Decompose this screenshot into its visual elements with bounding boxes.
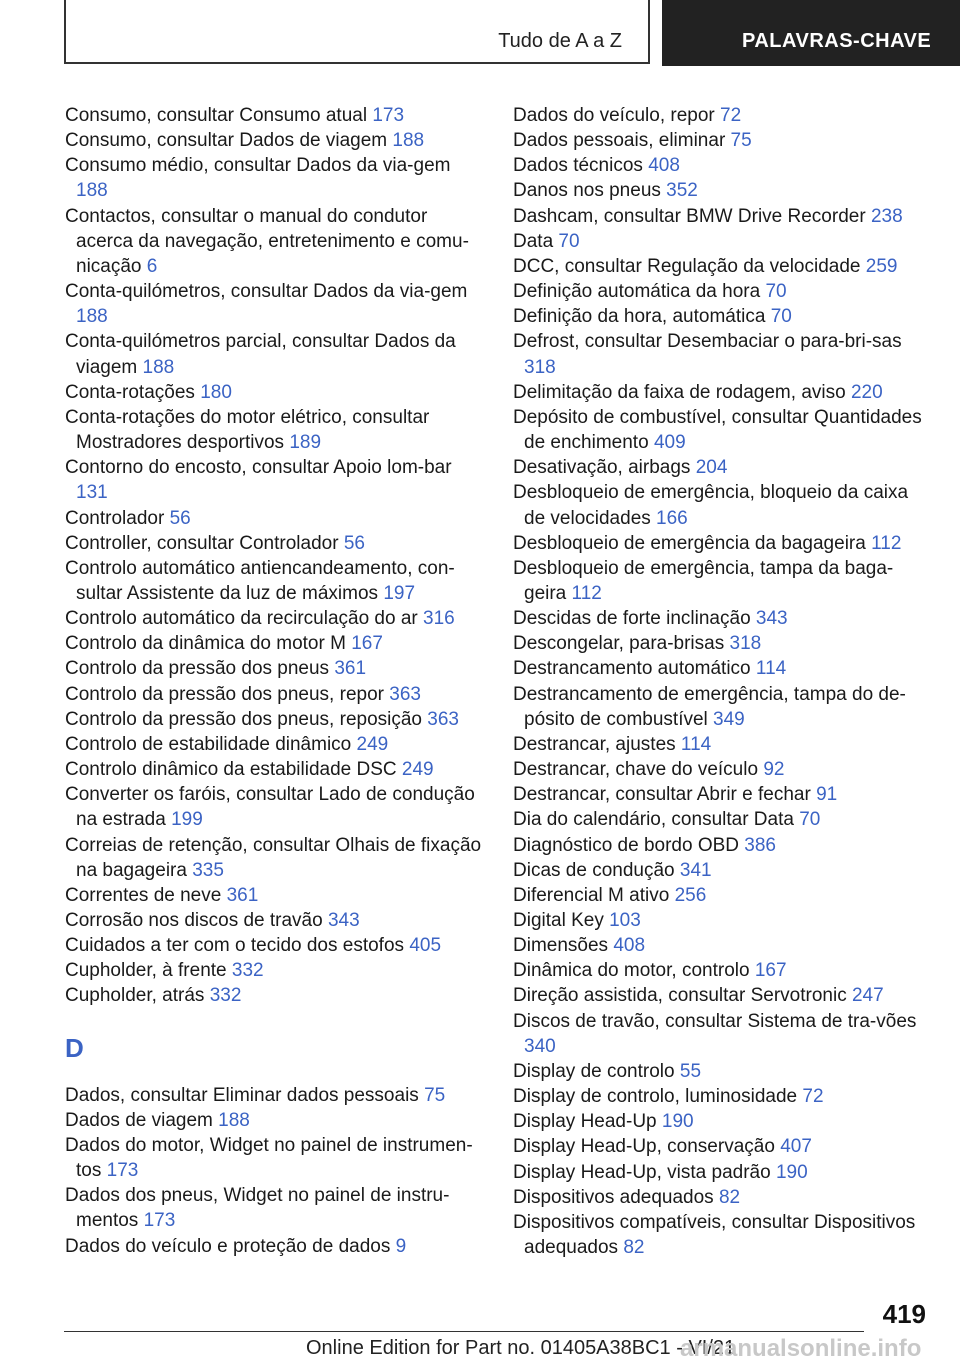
index-entry <box>513 229 933 254</box>
index-entry-page-link[interactable]: 173 <box>372 105 405 126</box>
index-entry-page-link[interactable]: 70 <box>765 281 787 303</box>
index-entry <box>513 153 933 178</box>
index-entry-text: Data <box>513 230 554 252</box>
index-entry <box>65 1183 485 1233</box>
index-entry-page-link[interactable]: 173 <box>143 1210 176 1232</box>
index-entry-text: Discos de travão, consultar Sistema de tra-vões <box>513 1010 917 1032</box>
index-entry-text: Dados dos pneus, Widget no painel de instru-mentos <box>65 1185 450 1232</box>
index-entry-text: Cuidados a ter com o tecido dos estofos <box>65 935 405 957</box>
index-entry-text: Dashcam, consultar BMW Drive Recorder <box>513 205 866 227</box>
index-column-right <box>513 103 933 1260</box>
index-entry-text: Contorno do encosto, consultar Apoio lom-bar <box>65 457 452 479</box>
index-entry-text: Controlador <box>65 507 165 529</box>
index-entry-text: Dados do veículo, repor <box>513 105 715 126</box>
index-entry-text: Diagnóstico de bordo OBD <box>513 834 740 856</box>
index-entry <box>513 128 933 153</box>
index-entry-page-link[interactable]: 190 <box>775 1161 808 1183</box>
index-entry-text: Controlo da pressão dos pneus, reposição <box>65 708 423 730</box>
header-section-title: Tudo de A a Z <box>498 30 622 52</box>
index-entry-page-link[interactable]: 341 <box>679 859 712 881</box>
index-entry <box>65 1133 485 1183</box>
index-entry <box>513 908 933 933</box>
index-entry-text: Conta-quilómetros, consultar Dados da via-gem <box>65 281 468 303</box>
index-column-left <box>65 103 485 1259</box>
index-entry-page-link[interactable]: 92 <box>763 759 785 781</box>
index-entry <box>513 304 933 329</box>
index-entry <box>65 1108 485 1133</box>
index-entry <box>65 1234 485 1259</box>
index-entry-text: Controlo da dinâmica do motor M <box>65 633 346 655</box>
index-entry-text: Controlo automático da recirculação do ar <box>65 608 418 630</box>
index-entry-text: Destrancamento automático <box>513 658 751 680</box>
index-entry-page-link[interactable]: 75 <box>424 1084 446 1106</box>
index-entry-page-link[interactable]: 82 <box>718 1186 741 1208</box>
section-letter-d: D <box>65 1032 84 1063</box>
index-entry-page-link[interactable]: 114 <box>755 658 787 680</box>
index-entry-text: Direção assistida, consultar Servotronic <box>513 985 847 1007</box>
index-entry-text: Converter os faróis, consultar Lado de condução na estrada <box>65 784 475 831</box>
index-entry-page-link[interactable]: 82 <box>623 1237 645 1259</box>
index-entry <box>513 757 933 782</box>
index-entry <box>513 682 933 732</box>
index-entry <box>65 279 485 329</box>
index-entry-text: Danos nos pneus <box>513 180 661 202</box>
index-entry <box>513 103 933 128</box>
index-entry-page-link[interactable]: 91 <box>816 784 838 806</box>
index-entry <box>65 405 485 455</box>
index-entry <box>65 682 485 707</box>
index-entry <box>513 933 933 958</box>
index-entry-page-link[interactable]: 409 <box>653 432 686 454</box>
index-entry-text: Correias de retenção, consultar Olhais de fixação na bagageira <box>65 834 482 881</box>
index-entry <box>513 1109 933 1134</box>
index-entry-page-link[interactable]: 114 <box>680 733 712 755</box>
index-entry <box>513 1009 933 1059</box>
index-entry-page-link[interactable]: 189 <box>289 432 322 454</box>
index-entry <box>513 1210 933 1260</box>
index-entry-page-link[interactable]: 259 <box>865 255 898 277</box>
index-entry <box>65 908 485 933</box>
index-entry-text: Dados de viagem <box>65 1109 213 1131</box>
index-entry <box>65 128 485 153</box>
index-entry-text: Destrancar, chave do veículo <box>513 759 759 781</box>
index-entry-text: Dados do motor, Widget no painel de instrumen-tos <box>65 1134 473 1182</box>
index-entry <box>513 656 933 681</box>
index-entry-page-link[interactable]: 204 <box>695 457 728 479</box>
index-entry-page-link[interactable]: 249 <box>356 733 389 755</box>
index-entry <box>65 153 485 203</box>
index-entry-page-link[interactable]: 247 <box>851 985 884 1007</box>
index-entry-text: Consumo médio, consultar Dados da via-gem <box>65 155 451 177</box>
index-entry-text: Corrosão nos discos de travão <box>65 910 323 931</box>
index-entry-page-link[interactable]: 70 <box>558 230 580 252</box>
index-entry <box>65 833 485 883</box>
index-entry-page-link[interactable]: 188 <box>142 356 175 378</box>
index-entry-page-link[interactable]: 166 <box>656 507 688 529</box>
index-entry-text: Definição da hora, automática <box>513 306 766 328</box>
index-entry-page-link[interactable]: 361 <box>334 658 367 680</box>
index-entry <box>513 883 933 908</box>
index-entry-text: Display Head-Up, vista padrão <box>513 1161 771 1183</box>
index-entry <box>65 933 485 958</box>
index-entry-page-link[interactable]: 238 <box>870 205 903 227</box>
footer-watermark: armanualsonline.info <box>680 1335 922 1362</box>
header-tab-label: PALAVRAS-CHAVE <box>742 30 932 52</box>
index-entry-page-link[interactable]: 72 <box>720 105 742 126</box>
index-entry-page-link[interactable]: 56 <box>343 532 365 554</box>
index-entry <box>65 757 485 782</box>
index-entry <box>513 858 933 883</box>
index-entry <box>513 1059 933 1084</box>
index-entry-text: Controller, consultar Controlador <box>65 532 339 554</box>
index-entry-page-link[interactable]: 349 <box>713 708 745 730</box>
index-entry-page-link[interactable]: 6 <box>146 255 158 277</box>
index-entry <box>513 983 933 1008</box>
index-entry <box>513 380 933 405</box>
index-entry-text: Conta-rotações <box>65 381 195 403</box>
index-entry-text: Display Head-Up <box>513 1111 657 1133</box>
index-entry-page-link[interactable]: 197 <box>383 582 416 604</box>
index-entry <box>65 782 485 832</box>
index-entry-page-link[interactable]: 408 <box>648 155 680 177</box>
index-entry-page-link[interactable]: 256 <box>674 884 707 906</box>
index-entry <box>65 556 485 606</box>
index-entry-text: Destrancamento de emergência, tampa do de-pósito de combustível <box>513 683 906 730</box>
index-entry-page-link[interactable]: 112 <box>871 532 902 554</box>
index-list-c <box>65 103 485 1009</box>
index-entry-text: Contactos, consultar o manual do condutor acerca da navegação, entretenimento e comu-nicação <box>65 205 469 277</box>
index-entry-page-link[interactable]: 188 <box>76 306 108 328</box>
index-entry-text: Desativação, airbags <box>513 457 691 479</box>
index-entry-page-link[interactable]: 386 <box>744 834 776 856</box>
index-entry <box>65 1083 485 1108</box>
index-entry-page-link[interactable]: 199 <box>171 809 203 831</box>
index-entry-text: Dia do calendário, consultar Data <box>513 809 794 831</box>
index-entry-page-link[interactable]: 167 <box>754 960 787 982</box>
index-entry-text: Consumo, consultar Dados de viagem <box>65 130 388 152</box>
index-entry-page-link[interactable]: 407 <box>780 1136 812 1158</box>
index-entry-text: Dispositivos compatíveis, consultar Dispositivos adequados <box>513 1211 916 1259</box>
index-entry-page-link[interactable]: 112 <box>571 582 602 604</box>
index-entry-page-link[interactable]: 180 <box>200 381 232 403</box>
index-entry-page-link[interactable]: 332 <box>209 985 242 1007</box>
index-entry <box>513 1134 933 1159</box>
index-entry-text: Desbloqueio de emergência da bagageira <box>513 532 866 554</box>
index-entry-text: Dimensões <box>513 935 609 957</box>
index-entry-page-link[interactable]: 335 <box>192 859 224 881</box>
index-entry-page-link[interactable]: 363 <box>427 708 459 730</box>
footer-edition: Online Edition for Part no. 01405A38BC1 - VI/21 <box>306 1337 736 1359</box>
index-entry <box>513 1185 933 1210</box>
index-entry <box>513 631 933 656</box>
index-entry-page-link[interactable]: 352 <box>666 180 698 202</box>
index-entry-text: Defrost, consultar Desembaciar o para-bri-sas <box>513 331 902 353</box>
index-entry-text: Controlo da pressão dos pneus <box>65 658 330 680</box>
index-entry <box>65 329 485 379</box>
index-entry <box>513 455 933 480</box>
index-entry-text: Dados técnicos <box>513 155 643 177</box>
index-entry <box>65 103 485 128</box>
index-entry <box>65 631 485 656</box>
index-entry-page-link[interactable]: 9 <box>395 1235 407 1257</box>
index-entry-text: Display Head-Up, conservação <box>513 1136 775 1158</box>
index-entry-text: Depósito de combustível, consultar Quantidades de enchimento <box>513 406 922 454</box>
index-entry-text: Desbloqueio de emergência, bloqueio da caixa de velocidades <box>513 482 909 529</box>
index-entry-text: Display de controlo <box>513 1060 675 1082</box>
index-entry-text: DCC, consultar Regulação da velocidade <box>513 255 861 277</box>
index-list-d-right <box>513 103 933 1260</box>
index-entry-page-link[interactable]: 188 <box>218 1109 250 1131</box>
index-entry <box>65 983 485 1008</box>
index-entry-text: Consumo, consultar Consumo atual <box>65 105 368 126</box>
index-entry-text: Dinâmica do motor, controlo <box>513 960 750 982</box>
index-entry-text: Dados do veículo e proteção de dados <box>65 1235 391 1257</box>
index-entry-text: Destrancar, ajustes <box>513 733 676 755</box>
index-entry-text: Controlo de estabilidade dinâmico <box>65 733 352 755</box>
index-entry-page-link[interactable]: 75 <box>730 130 752 152</box>
index-entry-page-link[interactable]: 332 <box>231 960 264 982</box>
index-entry <box>513 329 933 379</box>
index-entry <box>513 556 933 606</box>
index-entry-text: Desbloqueio de emergência, tampa da baga-geira <box>513 557 894 604</box>
index-list-d-left <box>65 1083 485 1259</box>
header-tab <box>662 0 960 66</box>
index-entry-page-link[interactable]: 103 <box>609 910 641 931</box>
index-entry-page-link[interactable]: 188 <box>392 130 425 152</box>
index-entry-text: Cupholder, atrás <box>65 985 205 1007</box>
index-entry <box>65 455 485 505</box>
index-entry-page-link[interactable]: 188 <box>76 180 108 202</box>
index-entry-text: Dispositivos adequados <box>513 1186 714 1208</box>
index-entry-text: Dados, consultar Eliminar dados pessoais <box>65 1084 419 1106</box>
index-entry <box>65 506 485 531</box>
index-entry-page-link[interactable]: 131 <box>76 482 108 504</box>
index-entry <box>513 405 933 455</box>
index-entry <box>513 833 933 858</box>
index-entry-text: Digital Key <box>513 910 604 931</box>
index-entry <box>513 254 933 279</box>
index-entry-text: Display de controlo, luminosidade <box>513 1086 798 1108</box>
index-entry-text: Conta-quilómetros parcial, consultar Dados da viagem <box>65 331 456 378</box>
index-entry-page-link[interactable]: 343 <box>327 910 360 931</box>
index-entry-text: Conta-rotações do motor elétrico, consultar Mostradores desportivos <box>65 406 430 454</box>
index-entry-text: Cupholder, à frente <box>65 960 227 982</box>
index-entry <box>65 883 485 908</box>
index-entry-text: Destrancar, consultar Abrir e fechar <box>513 784 811 806</box>
index-entry-page-link[interactable]: 405 <box>409 935 442 957</box>
index-entry-page-link[interactable]: 190 <box>661 1111 694 1133</box>
index-entry <box>513 279 933 304</box>
index-entry <box>513 204 933 229</box>
index-entry-page-link[interactable]: 220 <box>850 381 883 403</box>
index-entry <box>65 204 485 279</box>
index-entry-page-link[interactable]: 173 <box>106 1160 139 1182</box>
page-number: 419 <box>882 1299 926 1329</box>
index-entry-page-link[interactable]: 167 <box>351 633 383 655</box>
index-entry-page-link[interactable]: 408 <box>613 935 646 957</box>
index-entry-text: Definição automática da hora <box>513 281 761 303</box>
index-entry <box>513 178 933 203</box>
index-entry <box>65 656 485 681</box>
index-entry <box>65 958 485 983</box>
index-entry <box>65 732 485 757</box>
index-entry-page-link[interactable]: 316 <box>423 608 455 630</box>
index-entry <box>513 807 933 832</box>
index-entry-page-link[interactable]: 55 <box>679 1060 702 1082</box>
index-entry <box>513 480 933 530</box>
index-entry-text: Dicas de condução <box>513 859 675 881</box>
index-entry <box>65 380 485 405</box>
index-entry-text: Controlo da pressão dos pneus, repor <box>65 683 384 705</box>
index-entry-text: Diferencial M ativo <box>513 884 670 906</box>
index-entry <box>513 1160 933 1185</box>
index-entry-page-link[interactable]: 249 <box>401 759 434 781</box>
index-entry-page-link[interactable]: 72 <box>802 1086 824 1108</box>
index-entry-page-link[interactable]: 340 <box>524 1035 556 1057</box>
index-entry-text: Dados pessoais, eliminar <box>513 130 726 152</box>
index-entry <box>65 531 485 556</box>
index-entry-page-link[interactable]: 56 <box>169 507 191 529</box>
index-entry-page-link[interactable]: 343 <box>755 608 788 630</box>
index-entry-text: Controlo automático antiencandeamento, con-sultar Assistente da luz de máximos <box>65 557 455 604</box>
index-entry <box>513 606 933 631</box>
index-entry-text: Descongelar, para-brisas <box>513 633 725 655</box>
index-entry-page-link[interactable]: 70 <box>770 306 792 328</box>
index-entry-text: Controlo dinâmico da estabilidade DSC <box>65 759 397 781</box>
index-entry <box>65 707 485 732</box>
index-entry <box>513 1084 933 1109</box>
index-entry-page-link[interactable]: 318 <box>729 633 762 655</box>
index-entry-text: Descidas de forte inclinação <box>513 608 751 630</box>
index-entry-page-link[interactable]: 363 <box>389 683 421 705</box>
footer-rule <box>64 1331 864 1332</box>
index-entry-page-link[interactable]: 361 <box>226 884 259 906</box>
index-entry <box>65 606 485 631</box>
index-entry-page-link[interactable]: 318 <box>524 356 556 378</box>
header-frame <box>64 0 650 64</box>
index-entry <box>513 531 933 556</box>
index-entry-text: Correntes de neve <box>65 884 222 906</box>
index-entry <box>513 958 933 983</box>
index-entry-text: Delimitação da faixa de rodagem, aviso <box>513 381 846 403</box>
index-entry <box>513 782 933 807</box>
index-entry-page-link[interactable]: 70 <box>799 809 821 831</box>
index-entry <box>513 732 933 757</box>
